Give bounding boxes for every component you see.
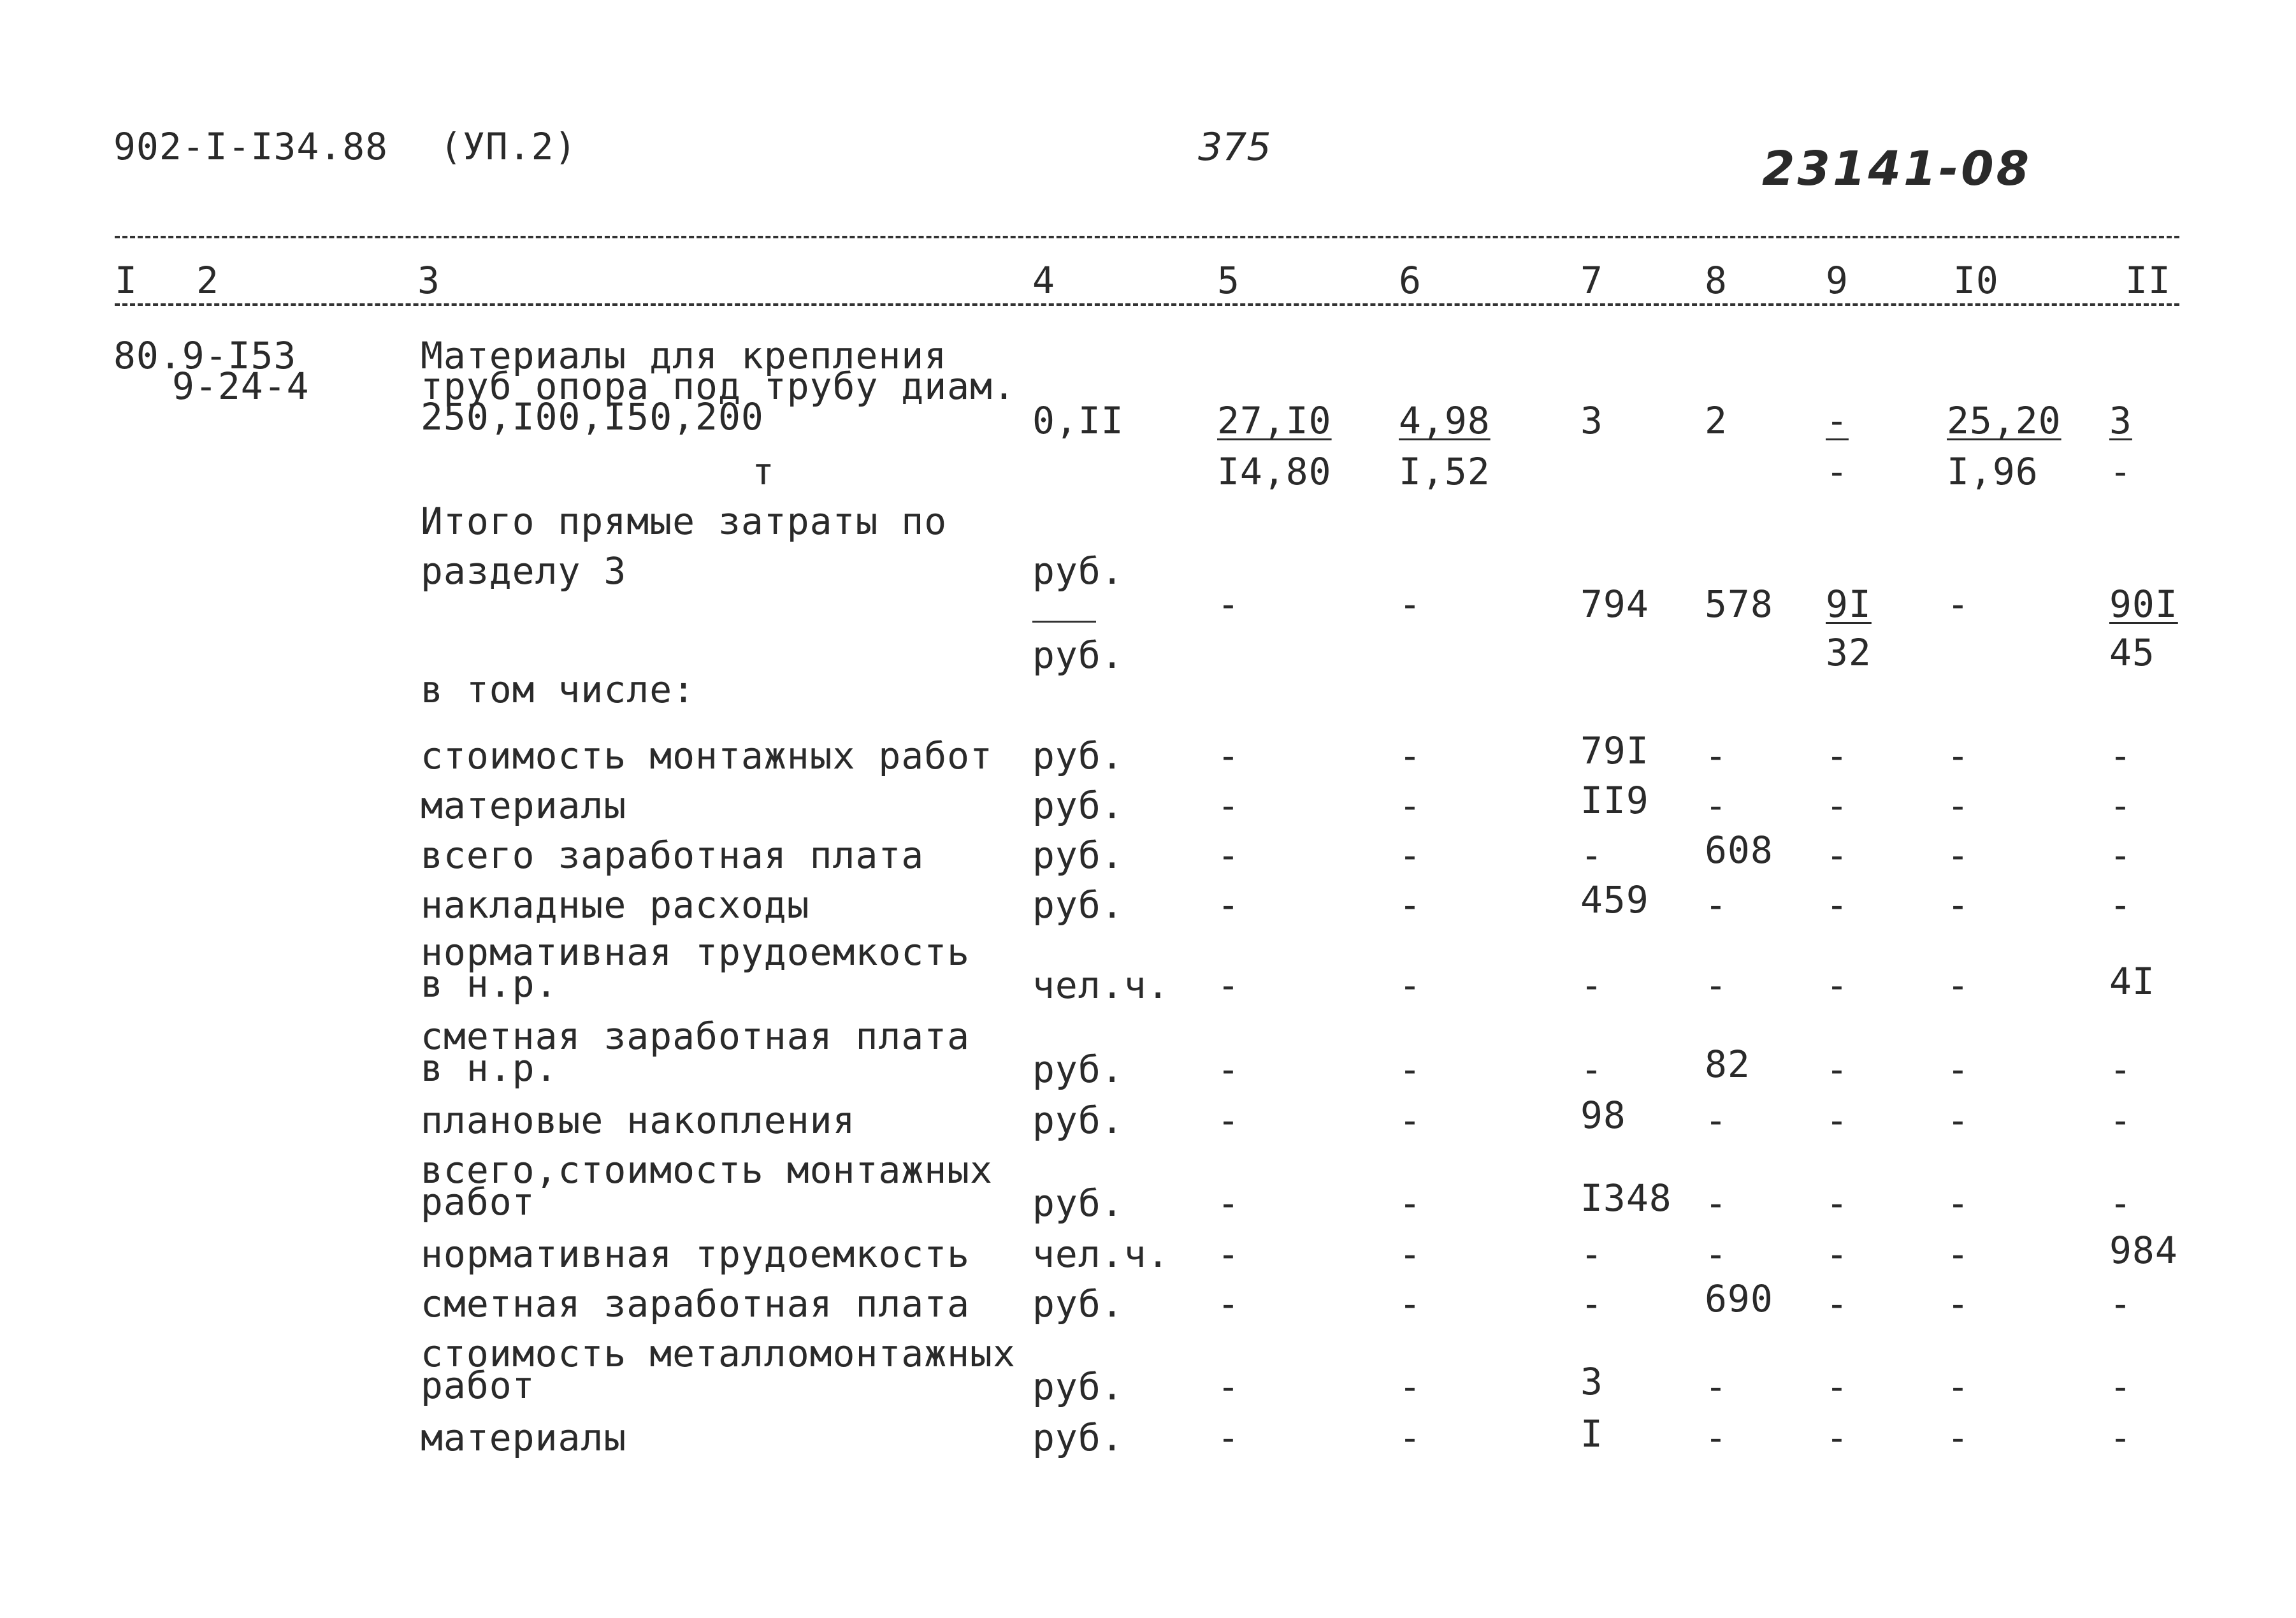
row-name: нормативная трудоемкость: [421, 1232, 971, 1276]
document-code: 902-I-I34.88: [113, 125, 389, 168]
cell-c9-bottom: -: [1826, 450, 1849, 493]
cell-c9: -: [1826, 1232, 1849, 1276]
cell-c7: 79I: [1580, 729, 1649, 772]
row-name: плановые накопления: [421, 1099, 856, 1142]
cell-c8: -: [1705, 784, 1728, 827]
column-header-1: I: [115, 259, 138, 302]
cell-c8: -: [1705, 1099, 1728, 1142]
cell-c6: -: [1399, 883, 1422, 927]
cell-c8: 690: [1705, 1277, 1773, 1320]
cell-c7: 3: [1580, 1360, 1603, 1403]
cell-c5: -: [1217, 1099, 1240, 1142]
row-unit: чел.ч.: [1032, 964, 1170, 1007]
cell-c11: -: [2109, 834, 2132, 877]
cell-c7: -: [1580, 964, 1603, 1007]
column-header-3: 3: [417, 259, 440, 302]
cell-c5: -: [1217, 834, 1240, 877]
cell-c5-top: 27,I0: [1217, 399, 1332, 442]
row-name-line: работ: [421, 1364, 535, 1407]
top-rule: [115, 236, 2179, 238]
cell-c10-bottom: I,96: [1947, 450, 2039, 493]
cell-c9: -: [1826, 734, 1849, 777]
cell-c10: -: [1947, 734, 1970, 777]
cell-c9: -: [1826, 784, 1849, 827]
cell-c10: -: [1947, 582, 1970, 626]
row-name-line: сметная заработная плата: [421, 1015, 971, 1058]
cell-c6: -: [1399, 1282, 1422, 1325]
cell-c9: -: [1826, 1365, 1849, 1408]
cell-c10-top: 25,20: [1947, 399, 2061, 442]
row-unit: руб.: [1032, 784, 1124, 827]
cell-c9: -: [1826, 1181, 1849, 1225]
cell-c7: 3: [1580, 399, 1603, 442]
cell-c11-top: 3: [2109, 399, 2132, 442]
row-unit: руб.: [1032, 834, 1124, 877]
row-unit: руб.: [1032, 1365, 1124, 1408]
section-subheading: в том числе:: [421, 668, 696, 711]
row-name: накладные расходы: [421, 883, 810, 927]
row-name-line: разделу 3: [421, 549, 627, 593]
cell-c5: -: [1217, 1416, 1240, 1459]
cell-c5: -: [1217, 883, 1240, 927]
cell-c8: -: [1705, 964, 1728, 1007]
cell-c8: 82: [1705, 1043, 1751, 1086]
column-header-7: 7: [1580, 259, 1603, 302]
cell-c9: -: [1826, 1048, 1849, 1091]
cell-c10: -: [1947, 1232, 1970, 1276]
row-unit: руб.: [1032, 1099, 1124, 1142]
row-unit: чел.ч.: [1032, 1232, 1170, 1276]
column-header-10: I0: [1953, 259, 1999, 302]
cell-c9: -: [1826, 1416, 1849, 1459]
cell-c5: -: [1217, 582, 1240, 626]
row-unit: руб.: [1032, 1048, 1124, 1091]
cell-c11: 4I: [2109, 960, 2155, 1003]
cell-c10: -: [1947, 1181, 1970, 1225]
cell-c9: -: [1826, 1282, 1849, 1325]
row-unit: руб.: [1032, 1181, 1124, 1225]
cell-c10: -: [1947, 1365, 1970, 1408]
row-name-line: Итого прямые затраты по: [421, 500, 948, 543]
cell-c7: I: [1580, 1412, 1603, 1455]
cell-c6: -: [1399, 784, 1422, 827]
column-header-4: 4: [1032, 259, 1055, 302]
norm-code: 80.9-I53: [113, 334, 297, 377]
cell-c9: -: [1826, 834, 1849, 877]
cell-c11: -: [2109, 734, 2132, 777]
row-name-line: всего,стоимость монтажных: [421, 1148, 993, 1192]
column-header-11: II: [2125, 259, 2171, 302]
cell-c11-bottom: -: [2109, 450, 2132, 493]
row-unit: руб.: [1032, 883, 1124, 927]
cell-c11: -: [2109, 1416, 2132, 1459]
row-unit: руб.: [1032, 1416, 1124, 1459]
cell-c8: -: [1705, 1232, 1728, 1276]
row-name: всего заработная плата: [421, 834, 925, 877]
cell-c5: -: [1217, 1232, 1240, 1276]
cell-c10: -: [1947, 1099, 1970, 1142]
row-quantity: 0,II: [1032, 399, 1124, 442]
row-name: материалы: [421, 1416, 627, 1459]
cell-c6-top: 4,98: [1399, 399, 1491, 442]
row-name-line: 250,I00,I50,200: [421, 395, 764, 438]
cell-c9: -: [1826, 883, 1849, 927]
row-name-line: труб опора под трубу диам.: [421, 365, 1016, 408]
cell-c11-top: 90I: [2109, 582, 2178, 626]
cell-c9: -: [1826, 1099, 1849, 1142]
cell-c8: -: [1705, 1416, 1728, 1459]
cell-c8: -: [1705, 1365, 1728, 1408]
cell-c5: -: [1217, 734, 1240, 777]
row-name-line: в н.р.: [421, 962, 558, 1006]
cell-c11: -: [2109, 883, 2132, 927]
cell-c10: -: [1947, 834, 1970, 877]
cell-c7: -: [1580, 1048, 1603, 1091]
cell-c8: 578: [1705, 582, 1773, 626]
page-number: 375: [1198, 125, 1271, 170]
cell-c5: -: [1217, 964, 1240, 1007]
cell-c7: 794: [1580, 582, 1649, 626]
cell-c7: -: [1580, 834, 1603, 877]
cell-c8: -: [1705, 1181, 1728, 1225]
column-header-8: 8: [1705, 259, 1728, 302]
cell-c7: I348: [1580, 1176, 1672, 1220]
cell-c7: 98: [1580, 1094, 1626, 1137]
cell-c6-bottom: I,52: [1399, 450, 1491, 493]
cell-c6: -: [1399, 734, 1422, 777]
cell-c10: -: [1947, 1416, 1970, 1459]
cell-c11: -: [2109, 1365, 2132, 1408]
cell-c6: -: [1399, 1181, 1422, 1225]
cell-c10: -: [1947, 784, 1970, 827]
album-number: (УП.2): [440, 125, 577, 168]
column-header-2: 2: [196, 259, 219, 302]
cell-c11: 984: [2109, 1229, 2178, 1272]
inventory-stamp: 23141-08: [1762, 141, 2032, 196]
cell-c10: -: [1947, 964, 1970, 1007]
cell-c11-bottom: 45: [2109, 631, 2155, 674]
column-header-6: 6: [1399, 259, 1422, 302]
row-unit: т: [752, 450, 775, 493]
cell-c9: -: [1826, 964, 1849, 1007]
cell-c11: -: [2109, 1099, 2132, 1142]
cell-c6: -: [1399, 834, 1422, 877]
cell-c8: 2: [1705, 399, 1728, 442]
cell-c5: -: [1217, 1181, 1240, 1225]
cell-c6: -: [1399, 1048, 1422, 1091]
column-header-5: 5: [1217, 259, 1240, 302]
row-unit-top: руб.: [1032, 549, 1124, 593]
cell-c9-top: -: [1826, 399, 1849, 442]
cell-c8: -: [1705, 734, 1728, 777]
row-name: стоимость монтажных работ: [421, 734, 993, 777]
cell-c9-bottom: 32: [1826, 631, 1872, 674]
cell-c11: -: [2109, 1048, 2132, 1091]
row-name: материалы: [421, 784, 627, 827]
cell-c6: -: [1399, 964, 1422, 1007]
cell-c7: II9: [1580, 779, 1649, 822]
cell-c5: -: [1217, 784, 1240, 827]
cell-c10: -: [1947, 1282, 1970, 1325]
cell-c7: -: [1580, 1232, 1603, 1276]
cell-c5: -: [1217, 1365, 1240, 1408]
cell-c6: -: [1399, 1416, 1422, 1459]
norm-code-sub: 9-24-4: [172, 365, 310, 408]
cell-c6: -: [1399, 1365, 1422, 1408]
row-name-line: работ: [421, 1180, 535, 1224]
cell-c10: -: [1947, 1048, 1970, 1091]
cell-c6: -: [1399, 1099, 1422, 1142]
column-header-9: 9: [1826, 259, 1849, 302]
row-unit: руб.: [1032, 1282, 1124, 1325]
row-name: сметная заработная плата: [421, 1282, 971, 1325]
cell-c5-bottom: I4,80: [1217, 450, 1332, 493]
unit-fraction-rule: [1032, 621, 1096, 623]
cell-c11: -: [2109, 784, 2132, 827]
cell-c5: -: [1217, 1282, 1240, 1325]
cell-c9-top: 9I: [1826, 582, 1872, 626]
cell-c7: 459: [1580, 878, 1649, 921]
cell-c8: -: [1705, 883, 1728, 927]
row-name-line: в н.р.: [421, 1046, 558, 1090]
row-unit: руб.: [1032, 734, 1124, 777]
row-name-line: Материалы для крепления: [421, 334, 948, 377]
cell-c10: -: [1947, 883, 1970, 927]
cell-c6: -: [1399, 582, 1422, 626]
row-unit-bottom: руб.: [1032, 633, 1124, 677]
cell-c6: -: [1399, 1232, 1422, 1276]
cell-c7: -: [1580, 1282, 1603, 1325]
cell-c8: 608: [1705, 828, 1773, 872]
cell-c5: -: [1217, 1048, 1240, 1091]
row-name-line: стоимость металломонтажных: [421, 1332, 1016, 1375]
header-bottom-rule: [115, 303, 2179, 306]
cell-c11: -: [2109, 1181, 2132, 1225]
row-name-line: нормативная трудоемкость: [421, 930, 971, 974]
cell-c11: -: [2109, 1282, 2132, 1325]
